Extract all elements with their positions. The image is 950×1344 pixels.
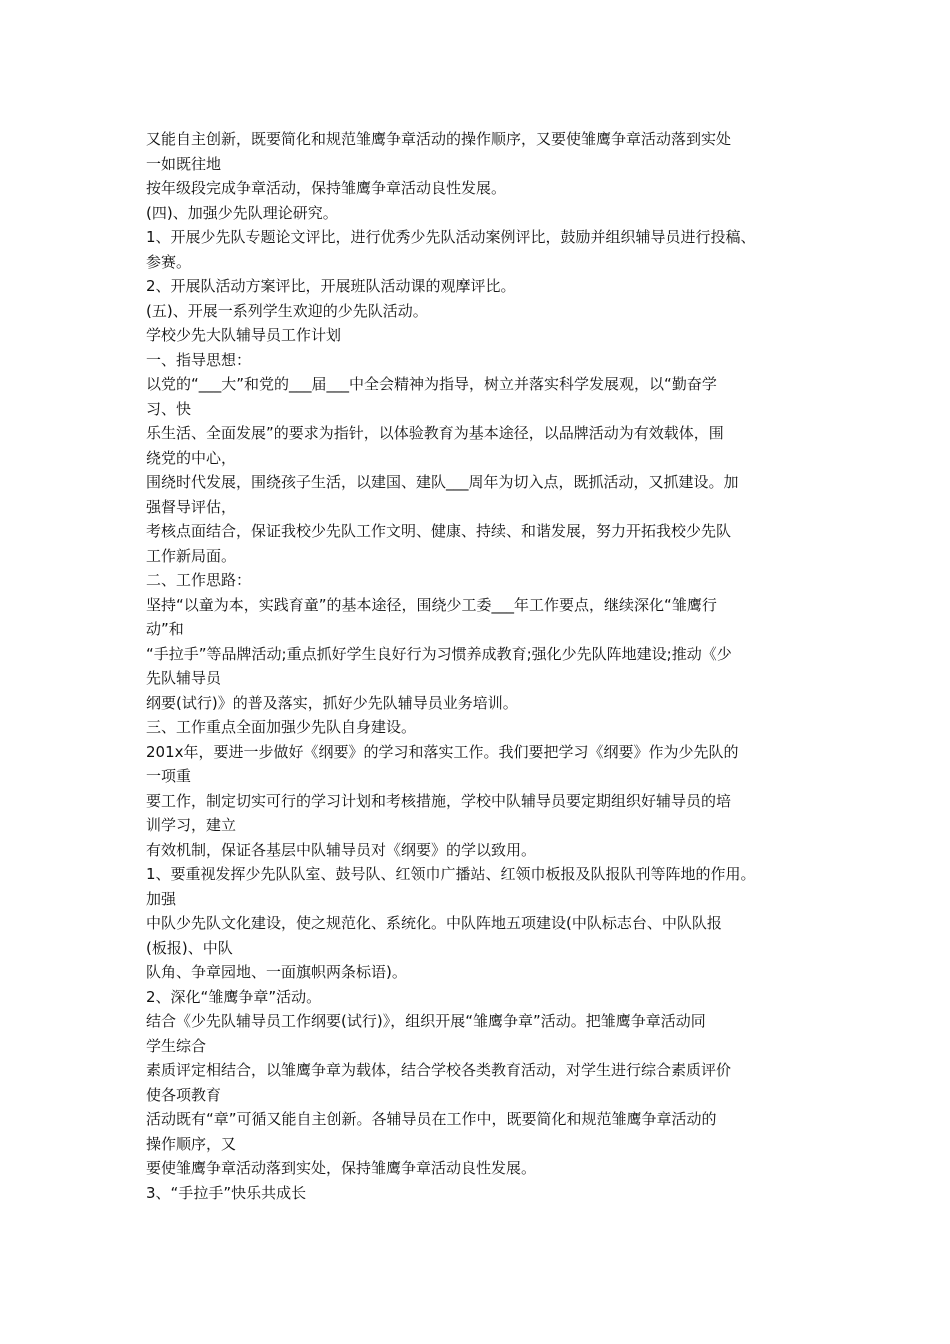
- text-line: 2、深化“雏鹰争章”活动。: [146, 987, 322, 1006]
- text-line: 3、“手拉手”快乐共成长: [146, 1183, 307, 1202]
- text-line: 1、要重视发挥少先队队室、鼓号队、红领巾广播站、红领巾板报及队报队刊等阵地的作用。: [146, 865, 756, 883]
- section-heading: 三、工作重点全面加强少先队自身建设。: [146, 718, 417, 736]
- text-line: 以党的“___大”和党的___届___中全会精神为指导，树立并落实科学发展观，以“勤奋学: [146, 375, 717, 393]
- text-line: 工作新局面。: [146, 546, 237, 565]
- text-line: 纲要(试行)》的普及落实，抓好少先队辅导员业务培训。: [146, 693, 518, 712]
- text-line: 加强: [146, 889, 177, 908]
- text-line: 活动既有“章”可循又能自主创新。各辅导员在工作中，既要简化和规范雏鹰争章活动的: [146, 1110, 717, 1128]
- text-line: 绕党的中心，: [146, 448, 237, 467]
- text-line: 1、开展少先队专题论文评比，进行优秀少先队活动案例评比，鼓励并组织辅导员进行投稿、: [146, 228, 756, 246]
- text-line: 要使雏鹰争章活动落到实处，保持雏鹰争章活动良性发展。: [146, 1159, 537, 1177]
- text-line: 201x年，要进一步做好《纲要》的学习和落实工作。我们要把学习《纲要》作为少先队的: [146, 742, 739, 761]
- section-heading: 二、工作思路：: [146, 571, 252, 589]
- text-line: 训学习，建立: [146, 816, 237, 834]
- document-body: [146, 127, 816, 1205]
- text-line: 有效机制，保证各基层中队辅导员对《纲要》的学以致用。: [146, 840, 537, 859]
- section-heading: 一、指导思想：: [146, 350, 252, 369]
- text-line: 围绕时代发展，围绕孩子生活，以建国、建队___周年为切入点，既抓活动，又抓建设。加: [146, 473, 739, 491]
- text-line: 结合《少先队辅导员工作纲要(试行)》，组织开展“雏鹰争章”活动。把雏鹰争章活动同: [146, 1012, 706, 1030]
- text-line: 动”和: [146, 620, 184, 638]
- text-line: 参赛。: [146, 252, 192, 271]
- text-line: 习、快: [146, 399, 192, 418]
- text-line: 2、开展队活动方案评比，开展班队活动课的观摩评比。: [146, 277, 516, 295]
- text-line: 先队辅导员: [146, 669, 222, 687]
- text-line: 坚持“以童为本，实践育童”的基本途径，围绕少工委___年工作要点，继续深化“雏鹰行: [146, 595, 717, 614]
- text-line: 操作顺序，又: [146, 1134, 237, 1153]
- section-heading: (四)、加强少先队理论研究。: [146, 203, 338, 222]
- section-heading: (五)、开展一系列学生欢迎的少先队活动。: [146, 301, 428, 320]
- text-line: 按年级段完成争章活动，保持雏鹰争章活动良性发展。: [146, 179, 507, 197]
- text-line: 强督导评估，: [146, 497, 237, 516]
- text-line: 考核点面结合，保证我校少先队工作文明、健康、持续、和谐发展，努力开拓我校少先队: [146, 522, 732, 540]
- text-line: “手拉手”等品牌活动;重点抓好学生良好行为习惯养成教育;强化少先队阵地建设;推动《少: [146, 644, 732, 663]
- document-title: 学校少先大队辅导员工作计划: [146, 326, 342, 344]
- text-line: 一项重: [146, 767, 192, 785]
- text-line: 又能自主创新，既要简化和规范雏鹰争章活动的操作顺序，又要使雏鹰争章活动落到实处: [146, 130, 732, 148]
- text-line: 乐生活、全面发展”的要求为指针，以体验教育为基本途径，以品牌活动为有效载体，围: [146, 424, 724, 442]
- text-line: 要工作，制定切实可行的学习计划和考核措施，学校中队辅导员要定期组织好辅导员的培: [146, 791, 732, 810]
- text-line: 素质评定相结合，以雏鹰争章为载体，结合学校各类教育活动，对学生进行综合素质评价: [146, 1061, 732, 1079]
- text-line: 使各项教育: [146, 1085, 222, 1104]
- text-line: 中队少先队文化建设，使之规范化、系统化。中队阵地五项建设(中队标志台、中队队报: [146, 914, 722, 932]
- text-line: (板报)、中队: [146, 938, 233, 957]
- text-line: 学生综合: [146, 1036, 207, 1055]
- text-line: 队角、争章园地、一面旗帜两条标语)。: [146, 963, 407, 981]
- text-line: 一如既往地: [146, 154, 222, 173]
